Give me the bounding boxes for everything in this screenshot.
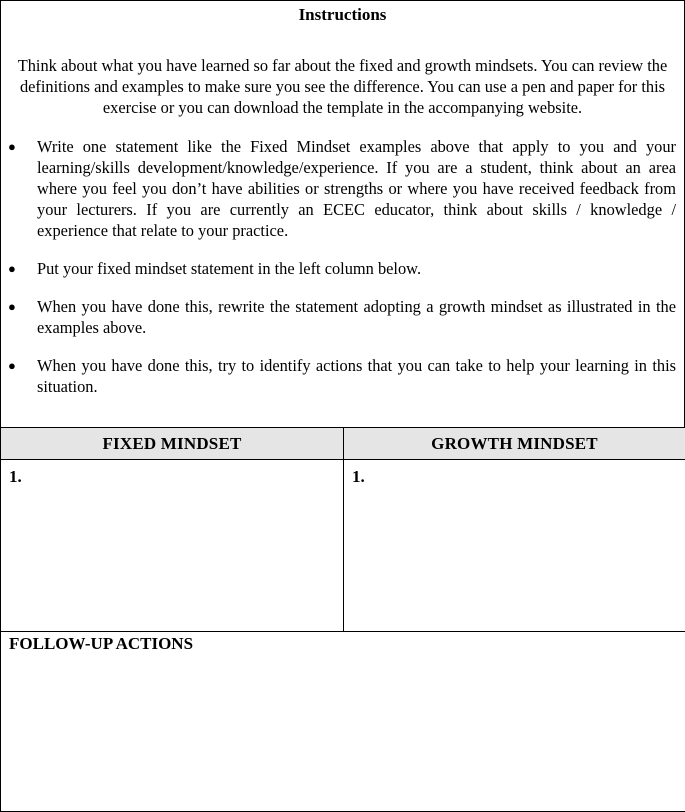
list-item — [1, 296, 684, 338]
growth-item-number: 1. — [352, 467, 365, 486]
fixed-mindset-cell[interactable] — [1, 460, 344, 632]
list-item — [1, 355, 684, 397]
follow-up-actions-cell[interactable] — [1, 632, 685, 812]
fixed-mindset-header: FIXED MINDSET — [1, 428, 344, 460]
follow-up-header: FOLLOW-UP ACTIONS — [9, 634, 194, 653]
growth-mindset-cell[interactable] — [344, 460, 685, 632]
bullet-text: When you have done this, rewrite the statement adopting a growth mindset as illustrated in the examples above. — [37, 297, 676, 337]
bullet-text: Put your fixed mindset statement in the left column below. — [37, 259, 422, 278]
table-row — [1, 632, 685, 812]
bullet-icon: ● — [8, 139, 16, 154]
table-header-row — [1, 428, 685, 460]
bullet-text: Write one statement like the Fixed Mindset examples above that apply to you and your learning/skills development/knowledge/experience. If you are a student, think about an area where you feel you don’t have abilities or strengths or where you have received feedback from your lecturers. If you are currently an ECEC educator, think about skills / knowledge / experience that relate to your practice. — [37, 137, 676, 240]
instructions-list — [1, 136, 684, 397]
bullet-icon: ● — [8, 261, 16, 276]
list-item — [1, 136, 684, 241]
instructions-title: Instructions — [298, 5, 387, 24]
table-row — [1, 460, 685, 632]
list-item — [1, 258, 684, 279]
instructions-intro: Think about what you have learned so far about the fixed and growth mindsets. You can review the definitions and examples to make sure you see the difference. You can use a pen and paper for this exercise or you can download the template in the accompanying website. — [17, 56, 668, 117]
fixed-item-number: 1. — [9, 467, 22, 486]
bullet-icon: ● — [8, 299, 16, 314]
bullet-icon: ● — [8, 358, 16, 373]
mindset-table — [0, 427, 685, 812]
growth-mindset-header: GROWTH MINDSET — [344, 428, 685, 460]
bullet-text: When you have done this, try to identify actions that you can take to help your learning in this situation. — [37, 356, 676, 396]
